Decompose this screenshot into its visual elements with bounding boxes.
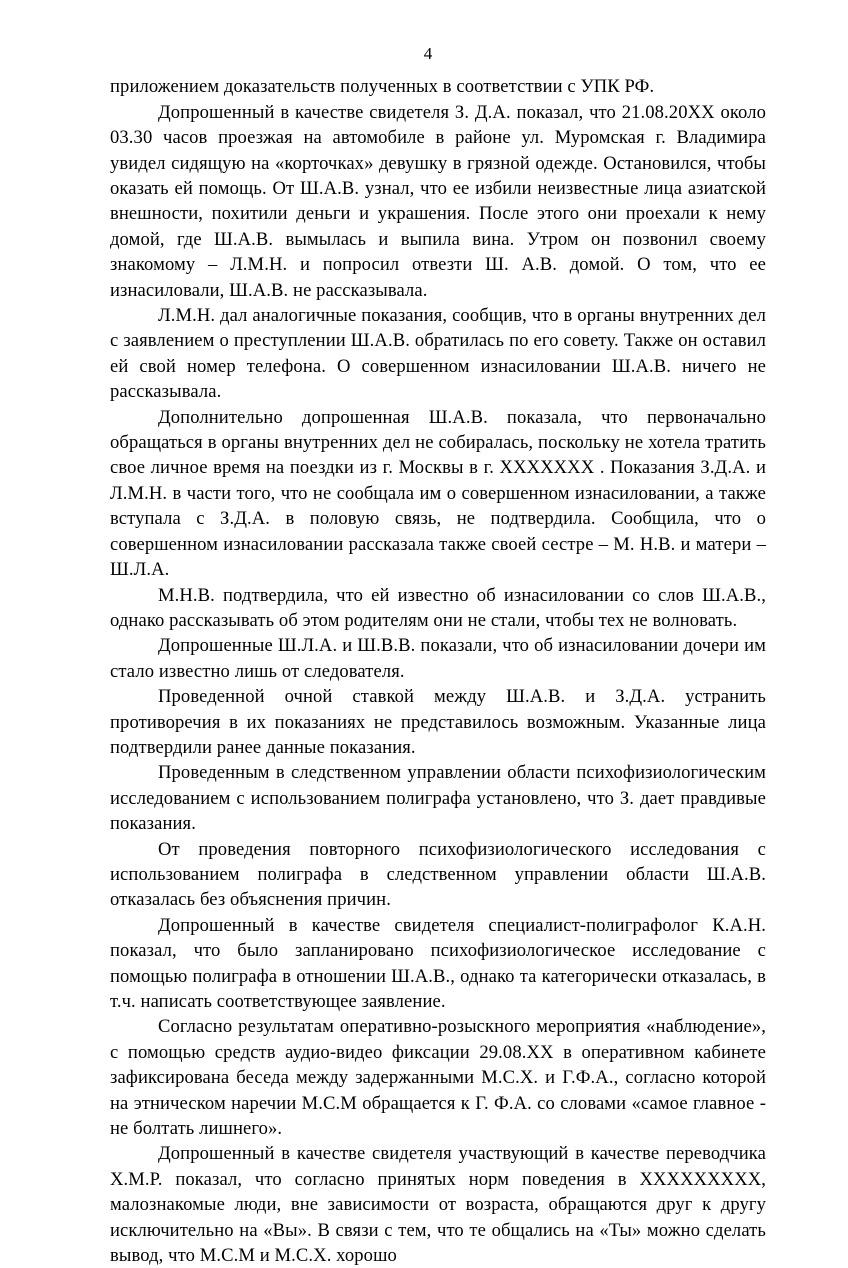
paragraph: приложением доказательств полученных в соответствии с УПК РФ. bbox=[110, 76, 655, 98]
paragraph: Допрошенный в качестве свидетеля участвующий в качестве переводчика Х.М.Р. показал, что согласно принятых норм поведения в ХХХХХХХХХ, малознакомые люди, вне зависимости от возраста, обращаются друг к другу исключительно на «Вы». В связи с тем, что те общались на «Ты» можно сделать вывод, что М.С.М и М.С.Х. хорошо bbox=[110, 1143, 766, 1267]
document-body bbox=[110, 74, 766, 1268]
paragraph: Проведенной очной ставкой между Ш.А.В. и З.Д.А. устранить противоречия в их показаниях не представилось возможным. Указанные лица подтвердили ранее данные показания. bbox=[110, 686, 766, 758]
paragraph: М.Н.В. подтвердила, что ей известно об изнасиловании со слов Ш.А.В., однако рассказывать об этом родителям они не стали, чтобы тех не волновать. bbox=[110, 584, 766, 631]
paragraph: Проведенным в следственном управлении области психофизиологическим исследованием с использованием полиграфа установлено, что З. дает правдивые показания. bbox=[110, 762, 766, 835]
paragraph: Л.М.Н. дал аналогичные показания, сообщив, что в органы внутренних дел с заявлением о преступлении Ш.А.В. обратилась по его совету. Также он оставил ей свой номер телефона. О совершенном изнасиловании Ш.А.В. ничего не рассказывала. bbox=[110, 305, 766, 403]
paragraph: Допрошенный в качестве свидетеля З. Д.А. показал, что 21.08.20ХХ около 03.30 часов проезжая на автомобиле в районе ул. Муромская г. Владимира увидел сидящую на «корточках» девушку в грязной одежде. Остановился, чтобы оказать ей помощь. От Ш.А.В. узнал, что ее избили неизвестные лица азиатской внешности, похитили деньги и украшения. После этого они проехали к нему домой, где Ш.А.В. вымылась и выпила вина. Утром он позвонил своему знакомому – Л.М.Н. и попросил отвезти Ш. А.В. домой. О том, что ее изнасиловали, Ш.А.В. не рассказывала. bbox=[110, 101, 766, 301]
paragraph: Согласно результатам оперативно-розыскного мероприятия «наблюдение», с помощью средств аудио-видео фиксации 29.08.ХХ в оперативном кабинете зафиксирована беседа между задержанными М.С.Х. и Г.Ф.А., согласно которой на этническом наречии М.С.М обращается к Г. Ф.А. со словами «самое главное - не болтать лишнего». bbox=[110, 1016, 766, 1140]
paragraph: Дополнительно допрошенная Ш.А.В. показала, что первоначально обращаться в органы внутренних дел не собиралась, поскольку не хотела тратить свое личное время на поездки из г. Москвы в г. ХХХХХХХ . Показания З.Д.А. и Л.М.Н. в части того, что не сообщала им о совершенном изнасиловании, а также вступала с З.Д.А. в половую связь, не подтвердила. Сообщила, что о совершенном изнасиловании рассказала также своей сестре – М. Н.В. и матери –Ш.Л.А. bbox=[110, 406, 766, 581]
paragraph: Допрошенные Ш.Л.А. и Ш.В.В. показали, что об изнасиловании дочери им стало известно лишь от следователя. bbox=[110, 635, 766, 682]
paragraph: Допрошенный в качестве свидетеля специалист-полиграфолог К.А.Н. показал, что было запланировано психофизиологическое исследование с помощью полиграфа в отношении Ш.А.В., однако та категорически отказалась, в т.ч. написать соответствующее заявление. bbox=[110, 914, 766, 1013]
paragraph: От проведения повторного психофизиологического исследования с использованием полиграфа в следственном управлении области Ш.А.В. отказалась без объяснения причин. bbox=[110, 838, 766, 911]
page-number: 4 bbox=[423, 44, 433, 63]
